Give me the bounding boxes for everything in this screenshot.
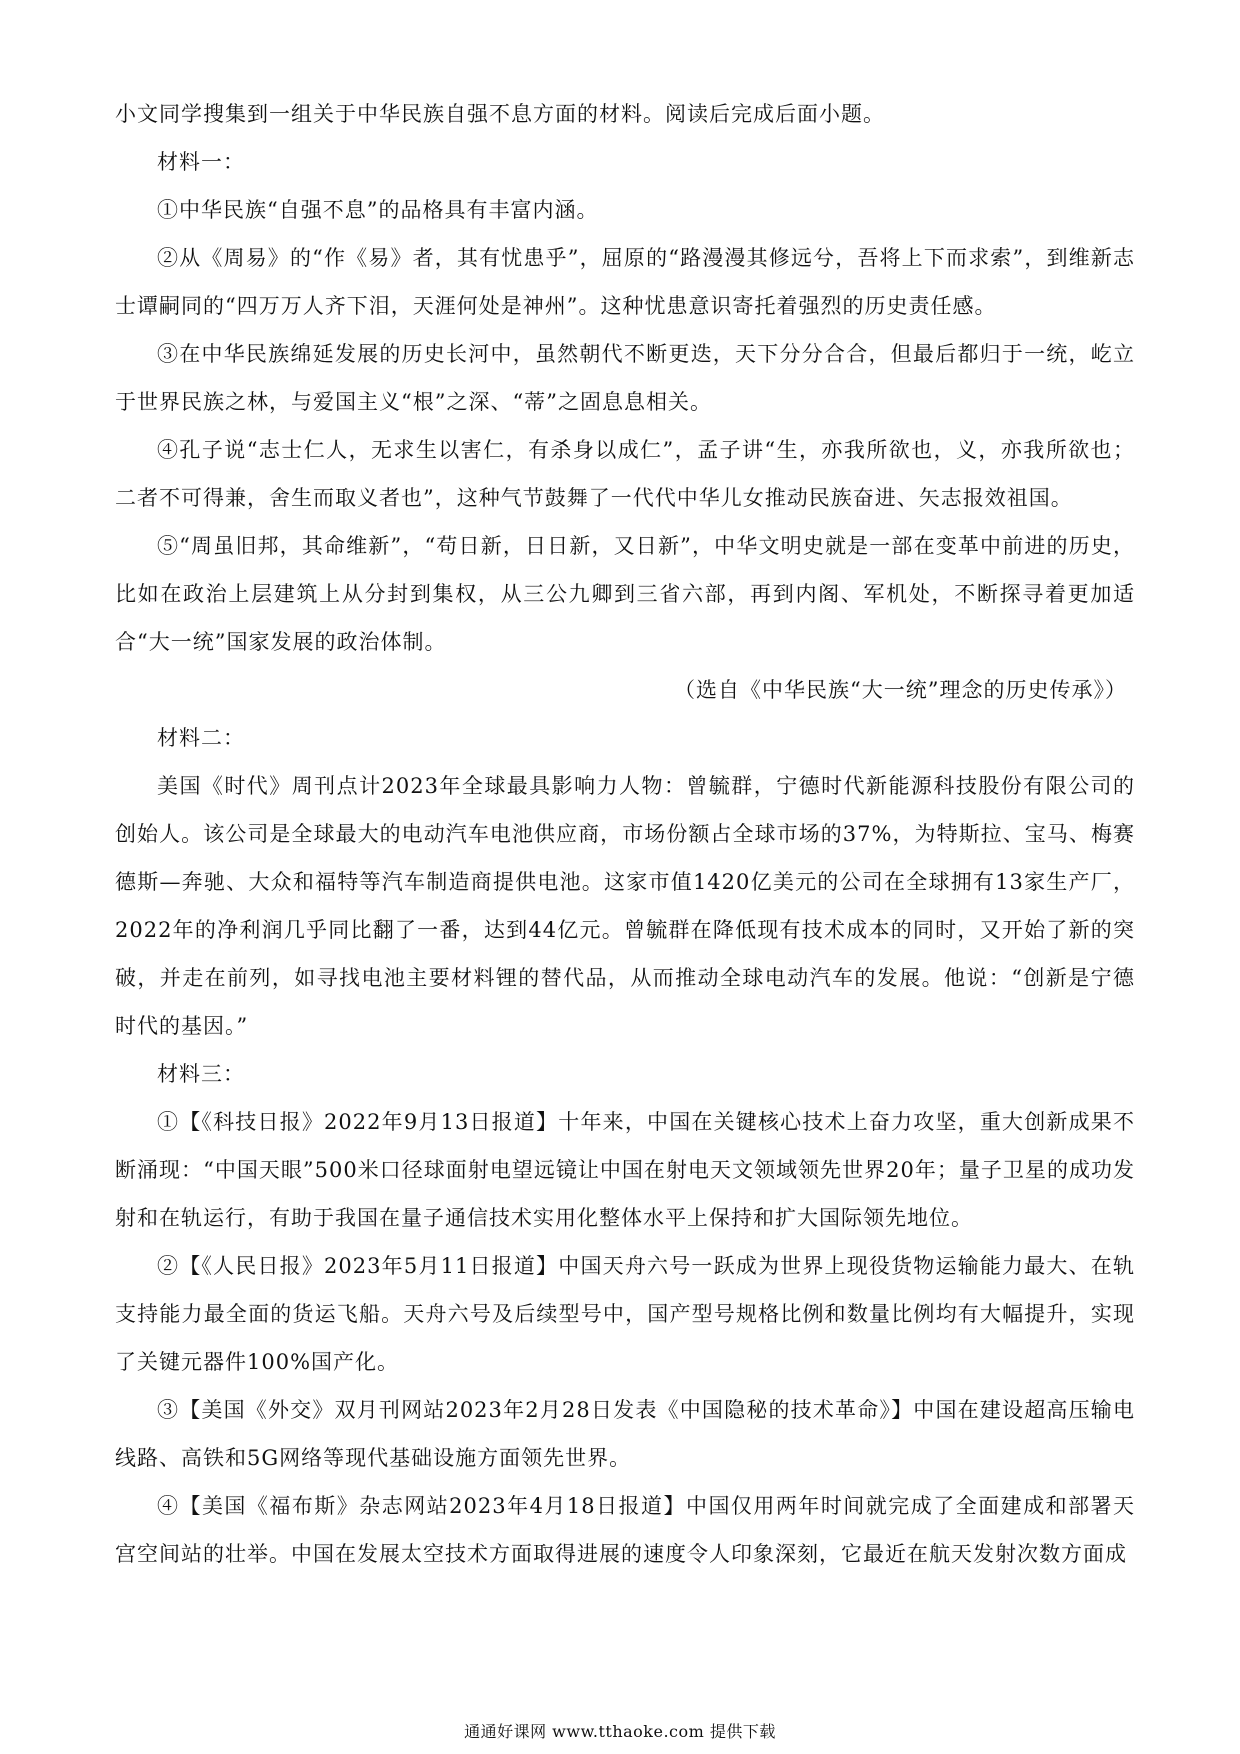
document-page (115, 90, 1135, 1578)
material-three-paragraph-2: ②【《人民日报》2023年5月11日报道】中国天舟六号一跃成为世界上现役货物运输能力最大、在轨支持能力最全面的货运飞船。天舟六号及后续型号中，国产型号规格比例和数量比例均有大幅提升，实现了关键元器件100%国产化。 (115, 1254, 1135, 1374)
material-three-heading: 材料三： (157, 1062, 245, 1086)
material-three-paragraph-4: ④【美国《福布斯》杂志网站2023年4月18日报道】中国仅用两年时间就完成了全面建成和部署天宫空间站的壮举。中国在发展太空技术方面取得进展的速度令人印象深刻，它最近在航天发射次数方面成 (115, 1494, 1135, 1566)
material-one-paragraph-3: ③在中华民族绵延发展的历史长河中，虽然朝代不断更迭，天下分分合合，但最后都归于一统，屹立于世界民族之林，与爱国主义“根”之深、“蒂”之固息息相关。 (115, 342, 1135, 414)
material-three-paragraph-1: ①【《科技日报》2022年9月13日报道】十年来，中国在关键核心技术上奋力攻坚，重大创新成果不断涌现：“中国天眼”500米口径球面射电望远镜让中国在射电天文领域领先世界20年；量子卫星的成功发射和在轨运行，有助于我国在量子通信技术实用化整体水平上保持和扩大国际领先地位。 (115, 1110, 1135, 1230)
intro-paragraph: 小文同学搜集到一组关于中华民族自强不息方面的材料。阅读后完成后面小题。 (115, 102, 885, 126)
material-one-paragraph-1: ①中华民族“自强不息”的品格具有丰富内涵。 (157, 198, 599, 222)
material-two-heading: 材料二： (157, 726, 245, 750)
material-one-paragraph-5: ⑤“周虽旧邦，其命维新”，“苟日新，日日新，又日新”，中华文明史就是一部在变革中前进的历史，比如在政治上层建筑上从分封到集权，从三公九卿到三省六部，再到内阁、军机处，不断探寻着更加适合“大一统”国家发展的政治体制。 (115, 534, 1135, 654)
material-one-paragraph-4: ④孔子说“志士仁人，无求生以害仁，有杀身以成仁”，孟子讲“生，亦我所欲也，义，亦我所欲也；二者不可得兼，舍生而取义者也”，这种气节鼓舞了一代代中华儿女推动民族奋进、矢志报效祖国。 (115, 438, 1135, 510)
material-one-heading: 材料一： (157, 150, 245, 174)
page-footer: 通通好课网 www.tthaoke.com 提供下载 (464, 1722, 776, 1741)
material-one-paragraph-2: ②从《周易》的“作《易》者，其有忧患乎”，屈原的“路漫漫其修远兮，吾将上下而求索”，到维新志士谭嗣同的“四万万人齐下泪，天涯何处是神州”。这种忧患意识寄托着强烈的历史责任感。 (115, 246, 1135, 318)
material-three-paragraph-3: ③【美国《外交》双月刊网站2023年2月28日发表《中国隐秘的技术革命》】中国在建设超高压输电线路、高铁和5G网络等现代基础设施方面领先世界。 (115, 1398, 1135, 1470)
material-one-source: （选自《中华民族“大一统”理念的历史传承》） (674, 678, 1127, 702)
material-two-paragraph: 美国《时代》周刊点计2023年全球最具影响力人物：曾毓群，宁德时代新能源科技股份有限公司的创始人。该公司是全球最大的电动汽车电池供应商，市场份额占全球市场的37%，为特斯拉、宝马、梅赛德斯—奔驰、大众和福特等汽车制造商提供电池。这家市值1420亿美元的公司在全球拥有13家生产厂，2022年的净利润几乎同比翻了一番，达到44亿元。曾毓群在降低现有技术成本的同时，又开始了新的突破，并走在前列，如寻找电池主要材料锂的替代品，从而推动全球电动汽车的发展。他说：“创新是宁德时代的基因。” (115, 774, 1135, 1038)
